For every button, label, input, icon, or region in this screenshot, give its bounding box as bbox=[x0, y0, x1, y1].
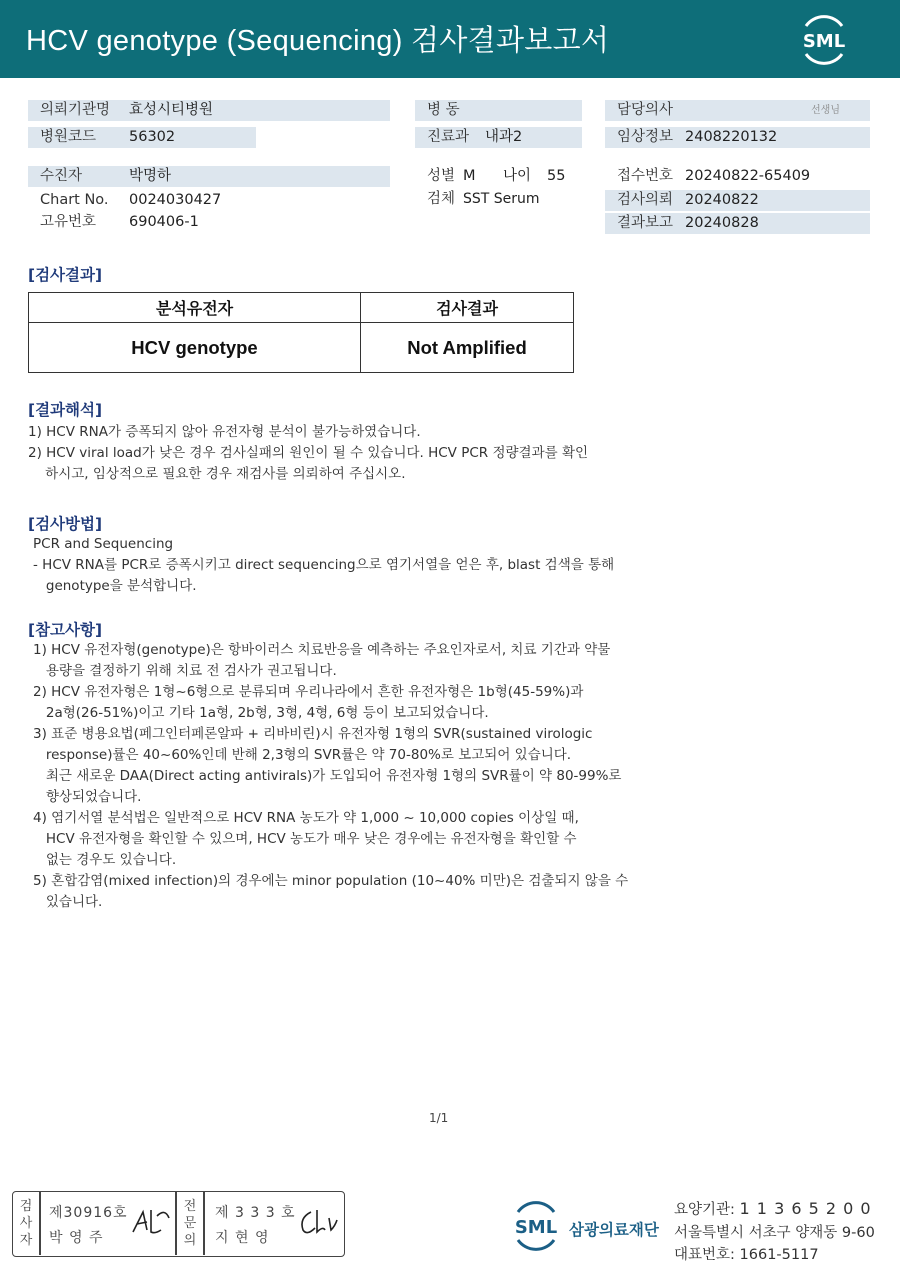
unique-no-label: 고유번호 bbox=[40, 214, 97, 230]
institution-value: 효성시티병원 bbox=[129, 102, 214, 118]
reference-line: 향상되었습니다. bbox=[33, 789, 142, 805]
examiner-vertical-label: 검 사 자 bbox=[19, 1199, 33, 1248]
chart-no-field bbox=[28, 190, 390, 211]
results-column-result: 검사결과 bbox=[361, 293, 574, 323]
interpretation-section-title: [결과해석] bbox=[28, 401, 103, 419]
reference-line: 4) 염기서열 분석법은 일반적으로 HCV RNA 농도가 약 1,000 ~ 10,000 copies 이상일 때, bbox=[33, 810, 579, 826]
reference-line: 3) 표준 병용요법(페그인터페론알파 + 리바비린)시 유전자형 1형의 SVR(sustained virologic bbox=[33, 726, 593, 742]
ward-field bbox=[415, 100, 582, 121]
header-logo-text: SML bbox=[802, 31, 846, 52]
signature-box bbox=[12, 1191, 345, 1257]
request-date-value: 20240822 bbox=[685, 192, 759, 208]
report-title: HCV genotype (Sequencing) 검사결과보고서 bbox=[26, 25, 610, 57]
footer-phone bbox=[674, 1243, 819, 1264]
ward-label: 병 동 bbox=[427, 102, 460, 118]
result-value-cell: Not Amplified bbox=[361, 323, 574, 373]
doctor-suffix: 선생님 bbox=[811, 105, 840, 116]
results-header-row bbox=[29, 293, 574, 323]
clinical-info-field bbox=[605, 127, 870, 148]
footer-phone-label: 대표번호: bbox=[674, 1247, 735, 1263]
method-line: genotype을 분석합니다. bbox=[33, 578, 197, 594]
table-row bbox=[29, 323, 574, 373]
references-section-title: [참고사항] bbox=[28, 621, 103, 639]
request-date-label: 검사의뢰 bbox=[617, 192, 674, 208]
footer-sml-logo-icon bbox=[508, 1198, 564, 1254]
interpretation-line: 하시고, 임상적으로 필요한 경우 재검사를 의뢰하여 주십시오. bbox=[28, 466, 406, 482]
footer-org-name: 삼광의료재단 bbox=[569, 1221, 659, 1239]
examiner-license: 제30916호 bbox=[49, 1205, 128, 1221]
doctor-label: 담당의사 bbox=[617, 102, 674, 118]
patient-name-label: 수진자 bbox=[40, 168, 83, 184]
hospital-code-field bbox=[28, 127, 256, 148]
specimen-label: 검체 bbox=[427, 191, 456, 207]
examiner-signature-icon bbox=[131, 1204, 171, 1240]
reference-line: 1) HCV 유전자형(genotype)은 항바이러스 치료반응을 예측하는 주요인자로서, 치료 기간과 약물 bbox=[33, 642, 611, 658]
footer-code-label: 요양기관: bbox=[674, 1202, 735, 1218]
method-line: - HCV RNA를 PCR로 증폭시키고 direct sequencing으로 염기서열을 얻은 후, blast 검색을 통해 bbox=[33, 557, 615, 573]
age-label: 나이 bbox=[503, 168, 532, 184]
patient-name-value: 박명하 bbox=[129, 168, 172, 184]
receipt-no-field bbox=[605, 166, 870, 187]
method-line: PCR and Sequencing bbox=[33, 536, 174, 552]
specialist-vertical-label: 전 문 의 bbox=[183, 1199, 197, 1248]
results-column-gene: 분석유전자 bbox=[29, 293, 361, 323]
chart-no-label: Chart No. bbox=[40, 192, 109, 208]
department-label: 진료과 bbox=[427, 129, 470, 145]
institution-label: 의뢰기관명 bbox=[40, 102, 111, 118]
age-value: 55 bbox=[547, 168, 566, 184]
clinical-info-label: 임상정보 bbox=[617, 129, 674, 145]
report-header bbox=[0, 0, 900, 78]
receipt-no-value: 20240822-65409 bbox=[685, 168, 811, 184]
signature-divider bbox=[175, 1192, 177, 1255]
doctor-field bbox=[605, 100, 870, 121]
reference-line: 있습니다. bbox=[33, 894, 103, 910]
specialist-signature-icon bbox=[297, 1204, 339, 1240]
hospital-code-label: 병원코드 bbox=[40, 129, 97, 145]
chart-no-value: 0024030427 bbox=[129, 192, 222, 208]
specimen-value: SST Serum bbox=[463, 191, 540, 207]
specialist-license: 제 3 3 3 호 bbox=[215, 1205, 296, 1221]
report-date-field bbox=[605, 213, 870, 234]
examiner-name: 박 영 주 bbox=[49, 1230, 104, 1246]
reference-line: 2a형(26-51%)이고 기타 1a형, 2b형, 3형, 4형, 6형 등이 보고되었습니다. bbox=[33, 705, 489, 721]
footer-logo-text: SML bbox=[514, 1217, 558, 1238]
page-number: 1/1 bbox=[429, 1111, 449, 1125]
results-section-title: [검사결과] bbox=[28, 266, 103, 284]
reference-line: HCV 유전자형을 확인할 수 있으며, HCV 농도가 매우 낮은 경우에는 유전자형을 확인할 수 bbox=[33, 831, 577, 847]
result-gene-cell: HCV genotype bbox=[29, 323, 361, 373]
report-date-value: 20240828 bbox=[685, 215, 759, 231]
sml-logo-icon bbox=[796, 12, 852, 68]
signature-divider bbox=[203, 1192, 205, 1255]
footer-code-value: 1 1 3 6 5 2 0 0 bbox=[739, 1199, 872, 1218]
reference-line: 2) HCV 유전자형은 1형~6형으로 분류되며 우리나라에서 흔한 유전자형은 1b형(45-59%)과 bbox=[33, 684, 584, 700]
footer-code bbox=[674, 1198, 872, 1219]
interpretation-line: 2) HCV viral load가 낮은 경우 검사실패의 원인이 될 수 있습니다. HCV PCR 정량결과를 확인 bbox=[28, 445, 589, 461]
institution-field bbox=[28, 100, 390, 121]
reference-line: 최근 새로운 DAA(Direct acting antivirals)가 도입되어 유전자형 1형의 SVR률이 약 80-99%로 bbox=[33, 768, 622, 784]
clinical-info-value: 2408220132 bbox=[685, 129, 778, 145]
reference-line: response)률은 40~60%인데 반해 2,3형의 SVR률은 약 70-80%로 보고되어 있습니다. bbox=[33, 747, 572, 763]
sex-label: 성별 bbox=[427, 168, 456, 184]
sex-age-field bbox=[415, 166, 585, 187]
interpretation-line: 1) HCV RNA가 증폭되지 않아 유전자형 분석이 불가능하였습니다. bbox=[28, 424, 421, 440]
department-value: 내과2 bbox=[485, 129, 523, 145]
specialist-name: 지 현 영 bbox=[215, 1230, 270, 1246]
request-date-field bbox=[605, 190, 870, 211]
footer-phone-value: 1661-5117 bbox=[739, 1247, 819, 1263]
hospital-code-value: 56302 bbox=[129, 129, 176, 145]
method-section-title: [검사방법] bbox=[28, 515, 103, 533]
unique-no-field bbox=[28, 212, 390, 233]
reference-line: 5) 혼합감염(mixed infection)의 경우에는 minor population (10~40% 미만)은 검출되지 않을 수 bbox=[33, 873, 629, 889]
receipt-no-label: 접수번호 bbox=[617, 168, 674, 184]
results-table bbox=[28, 292, 574, 373]
signature-divider bbox=[39, 1192, 41, 1255]
sex-value: M bbox=[463, 168, 476, 184]
report-date-label: 결과보고 bbox=[617, 215, 674, 231]
patient-name-field bbox=[28, 166, 390, 187]
footer-address: 서울특별시 서초구 양재동 9-60 bbox=[674, 1225, 875, 1241]
specimen-field bbox=[415, 189, 585, 210]
reference-line: 없는 경우도 있습니다. bbox=[33, 852, 177, 868]
reference-line: 용량을 결정하기 위해 치료 전 검사가 권고됩니다. bbox=[33, 663, 337, 679]
unique-no-value: 690406-1 bbox=[129, 214, 199, 230]
department-field bbox=[415, 127, 582, 148]
